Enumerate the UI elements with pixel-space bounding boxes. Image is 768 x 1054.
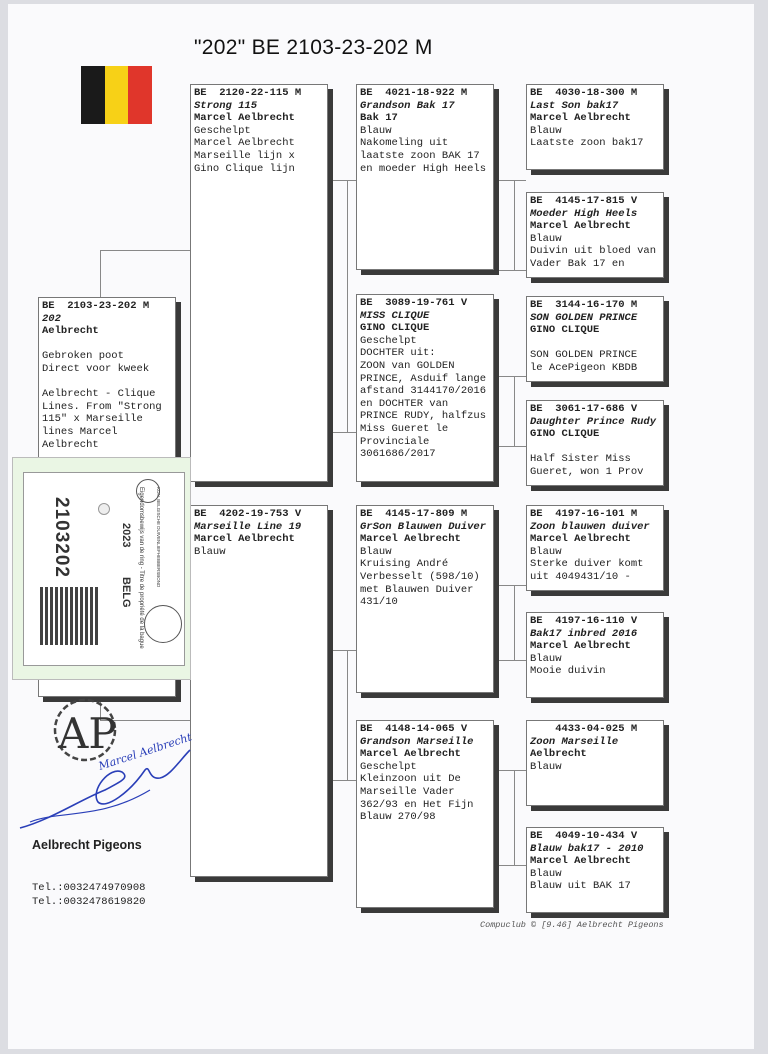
info-line: Marseille lijn x (194, 149, 295, 162)
info-line: Gebroken poot (42, 350, 124, 363)
info-line: 431/10 (360, 596, 398, 609)
flag-stripe-black (81, 66, 105, 124)
pigeon-name: 202 (42, 312, 61, 325)
connector (496, 270, 526, 271)
sticker-year: 2023 (120, 523, 132, 548)
pigeon-card-sss (526, 84, 664, 170)
info-line: Lines. From "Strong (42, 400, 162, 413)
software-credit: Compuclub © [9.46] Aelbrecht Pigeons (480, 920, 664, 930)
info-line: en moeder High Heels (360, 162, 487, 175)
connector (496, 865, 526, 866)
pigeon-emblem-icon (144, 605, 182, 643)
ring-number: BE 4197-16-101 M (530, 508, 638, 520)
connector (347, 650, 348, 780)
info-line: 115" x Marseille (42, 413, 143, 426)
connector (496, 376, 526, 377)
pigeon-name: Marseille Line 19 (194, 520, 302, 533)
info-line: lines Marcel (42, 425, 118, 438)
pigeon-card-sds (526, 296, 664, 382)
info-line: Kruising André (360, 558, 449, 571)
info-line: en DOCHTER van (360, 397, 449, 410)
connector (496, 770, 526, 771)
info-line (530, 337, 660, 350)
info-line: Blauw uit BAK 17 (530, 880, 631, 893)
pigeon-name: Zoon Marseille (530, 735, 619, 748)
pigeon-card-ddd (526, 827, 664, 913)
pigeon-card-sire-sire (356, 84, 494, 270)
ring-number: 4433-04-025 M (530, 723, 638, 735)
pigeon-card-sire-dam (356, 294, 494, 482)
info-line: Kleinzoon uit De (360, 773, 461, 786)
info-line: Vader Bak 17 en (530, 257, 625, 270)
pigeon-name: Strong 115 (194, 99, 258, 112)
info-line: Aelbrecht (42, 438, 99, 451)
breeder: Marcel Aelbrecht (530, 640, 631, 653)
breeder: Marcel Aelbrecht (360, 748, 461, 761)
pigeon-card-ssd (526, 192, 664, 278)
breeder: Marcel Aelbrecht (530, 112, 631, 125)
info-line: Mooie duivin (530, 665, 606, 678)
connector (330, 780, 358, 781)
qr-code-icon (40, 587, 98, 645)
breeder: GINO CLIQUE (530, 428, 600, 441)
pigeon-name: MISS CLIQUE (360, 309, 430, 322)
info-line: Gino Clique lijn (194, 162, 295, 175)
info-line: SON GOLDEN PRINCE (530, 349, 638, 362)
info-line: Gueret, won 1 Prov (530, 465, 644, 478)
pigeon-name: Last Son bak17 (530, 99, 619, 112)
ring-number: BE 2103-23-202 M (42, 300, 150, 312)
info-line: met Blauwen Duiver (360, 583, 474, 596)
ring-ownership-sticker (12, 457, 191, 680)
signature-stroke (30, 790, 150, 822)
info-line (530, 441, 660, 454)
sticker-card (23, 472, 185, 666)
ring-number: BE 4021-18-922 M (360, 87, 468, 99)
connector (514, 180, 515, 270)
info-line: Aelbrecht - Clique (42, 388, 156, 401)
info-line: 362/93 en Het Fijn (360, 798, 474, 811)
connector (100, 250, 101, 300)
info-line: le AcePigeon KBDB (530, 361, 638, 374)
info-line: Direct voor kweek (42, 362, 150, 375)
pigeon-name: Blauw bak17 - 2010 (530, 842, 644, 855)
info-line: Duivin uit bloed van (530, 245, 657, 258)
info-line: Blauw (530, 760, 562, 773)
breeder: Aelbrecht (530, 748, 587, 761)
ring-number: BE 4197-16-110 V (530, 615, 638, 627)
connector (330, 650, 358, 651)
punch-hole (98, 503, 110, 515)
pigeon-card-sire (190, 84, 328, 482)
info-line: PRINCE, Asduif lange (360, 372, 487, 385)
connector (514, 585, 515, 660)
ring-number: BE 4145-17-809 M (360, 508, 468, 520)
info-line: Blauw 270/98 (360, 811, 436, 824)
pigeon-card-dam-dam (356, 720, 494, 908)
pigeon-name: Moeder High Heels (530, 207, 638, 220)
breeder: Bak 17 (360, 112, 398, 125)
pigeon-card-dds (526, 720, 664, 806)
connector (496, 585, 526, 586)
ring-number: BE 3061-17-686 V (530, 403, 638, 415)
info-line: Geschelpt (194, 124, 251, 137)
sticker-ring-number: 2103202 (51, 497, 72, 578)
info-line: Marcel Aelbrecht (194, 137, 295, 150)
info-line: Verbesselt (598/10) (360, 570, 480, 583)
info-line: Sterke duiver komt (530, 558, 644, 571)
breeder: GINO CLIQUE (360, 322, 430, 335)
info-line: Geschelpt (360, 334, 417, 347)
info-line: laatste zoon BAK 17 (360, 149, 480, 162)
breeder: Marcel Aelbrecht (194, 112, 295, 125)
pigeon-card-dss (526, 505, 664, 591)
info-line: Blauw (530, 652, 562, 665)
ring-number: BE 4145-17-815 V (530, 195, 638, 207)
connector (330, 180, 358, 181)
info-line: PRINCE RUDY, halfzus (360, 410, 487, 423)
pigeon-name: Grandson Marseille (360, 735, 474, 748)
phone-1: Tel.:0032474970908 (32, 882, 146, 894)
ring-number: BE 2120-22-115 M (194, 87, 302, 99)
ring-number: BE 3089-19-761 V (360, 297, 468, 309)
belgian-flag (81, 66, 152, 124)
info-line: afstand 3144170/2016 (360, 385, 487, 398)
breeder: Marcel Aelbrecht (530, 533, 631, 546)
breeder: Marcel Aelbrecht (530, 220, 631, 233)
info-line: Blauw (530, 232, 562, 245)
pigeon-name: GrSon Blauwen Duiver (360, 520, 487, 533)
pigeon-card-sdd (526, 400, 664, 486)
ring-number: BE 4049-10-434 V (530, 830, 638, 842)
pigeon-card-dam-sire (356, 505, 494, 693)
connector (100, 250, 190, 251)
ring-number: BE 4202-19-753 V (194, 508, 302, 520)
info-line: Marseille Vader (360, 785, 455, 798)
flag-stripe-red (128, 66, 152, 124)
info-line: Miss Gueret le (360, 422, 449, 435)
sticker-federation: KON. BELGISCHE DUIVENLIEFHEBBERSBOND (156, 487, 161, 588)
info-line: Blauw (360, 545, 392, 558)
sticker-country: BELG (120, 577, 132, 608)
breeder: Marcel Aelbrecht (530, 855, 631, 868)
info-line: Blauw (194, 545, 226, 558)
pigeon-name: Daughter Prince Rudy (530, 415, 657, 428)
connector (496, 180, 526, 181)
breeder: Marcel Aelbrecht (194, 533, 295, 546)
info-line: Blauw (360, 124, 392, 137)
phone-2: Tel.:0032478619820 (32, 896, 146, 908)
connector (330, 432, 358, 433)
info-line: Blauw (530, 124, 562, 137)
breeder: GINO CLIQUE (530, 324, 600, 337)
connector (496, 660, 526, 661)
info-line: Provinciale (360, 435, 430, 448)
info-line: Geschelpt (360, 760, 417, 773)
page-title: "202" BE 2103-23-202 M (194, 36, 433, 59)
loft-name: Aelbrecht Pigeons (32, 838, 142, 852)
connector (514, 376, 515, 446)
federation-logo-icon (136, 479, 160, 503)
breeder: Aelbrecht (42, 325, 99, 338)
sticker-ownership-text: Eigendomsbewijs van de ring - Titre de propriété de la bague (138, 487, 144, 649)
breeder: Marcel Aelbrecht (360, 533, 461, 546)
info-line: 3061686/2017 (360, 448, 436, 461)
pigeon-name: Zoon blauwen duiver (530, 520, 650, 533)
pigeon-name: Bak17 inbred 2016 (530, 627, 638, 640)
pigeon-card-dam (190, 505, 328, 877)
info-line (42, 338, 172, 351)
connector (496, 446, 526, 447)
info-line: Half Sister Miss (530, 453, 631, 466)
info-line: Nakomeling uit (360, 137, 449, 150)
logo-text: AP (58, 709, 117, 758)
signature-text: Marcel Aelbrecht (96, 730, 194, 773)
info-line (42, 376, 172, 389)
info-line: uit 4049431/10 - (530, 570, 631, 583)
info-line: Blauw (530, 867, 562, 880)
info-line: Blauw (530, 545, 562, 558)
ring-number: BE 4030-18-300 M (530, 87, 638, 99)
flag-stripe-yellow (105, 66, 129, 124)
ring-number: BE 3144-16-170 M (530, 299, 638, 311)
info-line: Laatste zoon bak17 (530, 137, 644, 150)
connector (514, 770, 515, 865)
pigeon-name: Grandson Bak 17 (360, 99, 455, 112)
pigeon-card-dsd (526, 612, 664, 698)
connector (347, 180, 348, 432)
pigeon-name: SON GOLDEN PRINCE (530, 311, 638, 324)
signature (10, 730, 200, 840)
ring-number: BE 4148-14-065 V (360, 723, 468, 735)
info-line: ZOON van GOLDEN (360, 359, 455, 372)
info-line: DOCHTER uit: (360, 347, 436, 360)
